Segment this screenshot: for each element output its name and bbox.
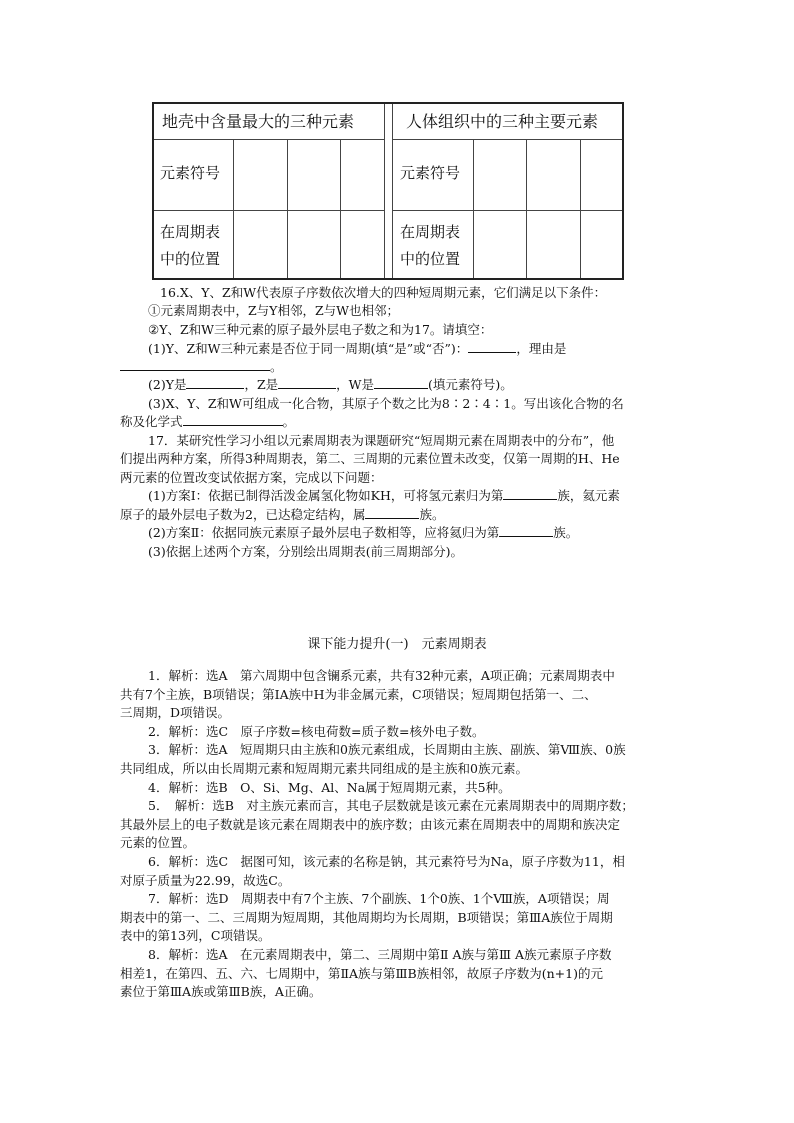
q16-line xyxy=(120,413,295,432)
answer-blank[interactable] xyxy=(183,413,283,426)
row-label-position-left-2: 中的位置 xyxy=(160,250,221,268)
answer-blank[interactable] xyxy=(499,524,553,537)
q17-line: 两元素的位置改变试依据方案，完成以下问题： xyxy=(120,470,383,485)
answer-blank[interactable] xyxy=(120,358,270,371)
row-label-position-right-1: 在周期表 xyxy=(400,223,461,241)
answer-line: 6．解析：选C 据图可知，该元素的名称是钠，其元素符号为Na，原子序数为11，相 xyxy=(148,854,625,869)
answer-blank[interactable] xyxy=(503,487,557,500)
q16-line: 16.X、Y、Z和W代表原子序数依次增大的四种短周期元素，它们满足以下条件： xyxy=(160,285,607,300)
q16-line: ①元素周期表中，Z与Y相邻，Z与W也相邻； xyxy=(148,303,399,318)
answer-blank[interactable] xyxy=(365,506,419,519)
table-header-right: 人体组织中的三种主要元素 xyxy=(406,112,599,131)
q17-text: (1)方案Ⅰ：依据已制得活泼金属氢化物如KH，可将氢元素归为第 xyxy=(148,488,504,503)
answer-line: 1．解析：选A 第六周期中包含镧系元素，共有32种元素，A项正确；元素周期表中 xyxy=(148,668,615,683)
q17-text: 族。 xyxy=(419,507,445,522)
q16-line: (3)X、Y、Z和W可组成一化合物，其原子个数之比为8∶2∶4∶1。写出该化合物的名 xyxy=(148,396,624,411)
answer-line: 元素的位置。 xyxy=(120,835,196,851)
table-header-left: 地壳中含量最大的三种元素 xyxy=(162,112,355,131)
answer-line: 对原子质量为22.99，故选C。 xyxy=(120,872,291,888)
q17-line: 17．某研究性学习小组以元素周期表为课题研究“短周期元素在周期表中的分布”，他 xyxy=(148,433,615,448)
q16-text: 称及化学式 xyxy=(120,414,183,429)
row-label-symbol-right: 元素符号 xyxy=(400,164,461,182)
table-divider xyxy=(392,210,622,211)
answer-line: 素位于第ⅢA族或第ⅢB族，A正确。 xyxy=(120,984,322,1000)
q17-line xyxy=(148,487,620,506)
answer-line: 3．解析：选A 短周期只由主族和0族元素组成，长周期由主族、副族、第Ⅷ族、0族 xyxy=(148,742,626,758)
answer-line: 7．解析：选D 周期表中有7个主族、7个副族、1个0族、1个Ⅷ族，A项错误；周 xyxy=(148,891,610,907)
q17-text: 族，氦元素 xyxy=(557,488,620,503)
table-divider xyxy=(392,139,622,140)
row-label-position-left-1: 在周期表 xyxy=(160,223,221,241)
table-divider xyxy=(154,210,384,211)
table-divider xyxy=(473,139,474,278)
q16-q1-text: ，理由是 xyxy=(516,341,567,356)
answer-line: 表中的第13列，C项错误。 xyxy=(120,928,271,944)
answer-line: 相差1，在第四、五、六、七周期中，第ⅡA族与第ⅢB族相邻，故原子序数为(n+1)的元 xyxy=(120,965,603,981)
q16-text: ，Z是 xyxy=(244,377,279,392)
table-divider xyxy=(233,139,234,278)
answer-line: 5． 解析：选B 对主族元素而言，其电子层数就是该元素在元素周期表中的周期序数； xyxy=(148,798,634,814)
table-divider xyxy=(580,139,581,278)
q17-line xyxy=(120,506,444,525)
q16-q1-text: (1)Y、Z和W三种元素是否位于同一周期(填“是”或“否”)： xyxy=(148,341,469,356)
table-divider xyxy=(526,139,527,278)
answer-blank[interactable] xyxy=(374,376,428,389)
q17-line: (3)依据上述两个方案，分别绘出周期表(前三周期部分)。 xyxy=(148,544,463,559)
answer-blank[interactable] xyxy=(468,340,516,353)
answer-line: 三周期，D项错误。 xyxy=(120,705,231,721)
element-table xyxy=(152,102,624,280)
table-divider xyxy=(287,139,288,278)
answer-line: 2．解析：选C 原子序数=核电荷数=质子数=核外电子数。 xyxy=(148,723,485,739)
q16-line xyxy=(148,376,513,395)
table-divider xyxy=(340,139,341,278)
answer-line: 期表中的第一、二、三周期为短周期，其他周期均为长周期，B项错误；第ⅢA族位于周期 xyxy=(120,909,613,925)
q16-line: ②Y、Z和W三种元素的原子最外层电子数之和为17。请填空： xyxy=(148,322,493,337)
q16-text: (填元素符号)。 xyxy=(428,377,513,392)
answer-line: 8．解析：选A 在元素周期表中，第二、三周期中第Ⅱ A族与第Ⅲ A族元素原子序数 xyxy=(148,947,612,962)
q17-line: 们提出两种方案，所得3种周期表，第二、三周期的元素位置未改变，仅第一周期的H、He xyxy=(120,451,620,466)
answer-line: 共同组成，所以由长周期元素和短周期元素共同组成的是主族和0族元素。 xyxy=(120,761,528,776)
row-label-position-right-2: 中的位置 xyxy=(400,250,461,268)
q17-text: (2)方案Ⅱ：依据同族元素原子最外层电子数相等，应将氦归为第 xyxy=(148,525,500,540)
answer-line: 其最外层上的电子数就是该元素在周期表中的族序数；由该元素在周期表中的周期和族决定 xyxy=(120,816,621,832)
answer-line: 4．解析：选B O、Si、Mg、Al、Na属于短周期元素，共5种。 xyxy=(148,779,511,795)
q16-text: (2)Y是 xyxy=(148,377,187,392)
row-label-symbol-left: 元素符号 xyxy=(160,164,221,182)
table-divider xyxy=(154,139,384,140)
q16-line xyxy=(120,358,283,377)
table-divider xyxy=(392,104,393,278)
q17-text: 族。 xyxy=(553,525,579,540)
section-title: 课下能力提升(一) 元素周期表 xyxy=(307,637,487,652)
table-divider xyxy=(384,104,385,278)
answer-blank[interactable] xyxy=(186,376,244,389)
q16-text: 。 xyxy=(270,359,283,374)
answer-blank[interactable] xyxy=(278,376,336,389)
q17-line xyxy=(148,524,578,543)
q16-text: ，W是 xyxy=(336,377,375,392)
q16-text: 。 xyxy=(282,414,296,429)
answer-line: 共有7个主族，B项错误；第ⅠA族中H为非金属元素，C项错误；短周期包括第一、二、 xyxy=(120,686,597,702)
q16-line xyxy=(148,340,566,359)
q17-text: 原子的最外层电子数为2，已达稳定结构，属 xyxy=(120,507,366,522)
